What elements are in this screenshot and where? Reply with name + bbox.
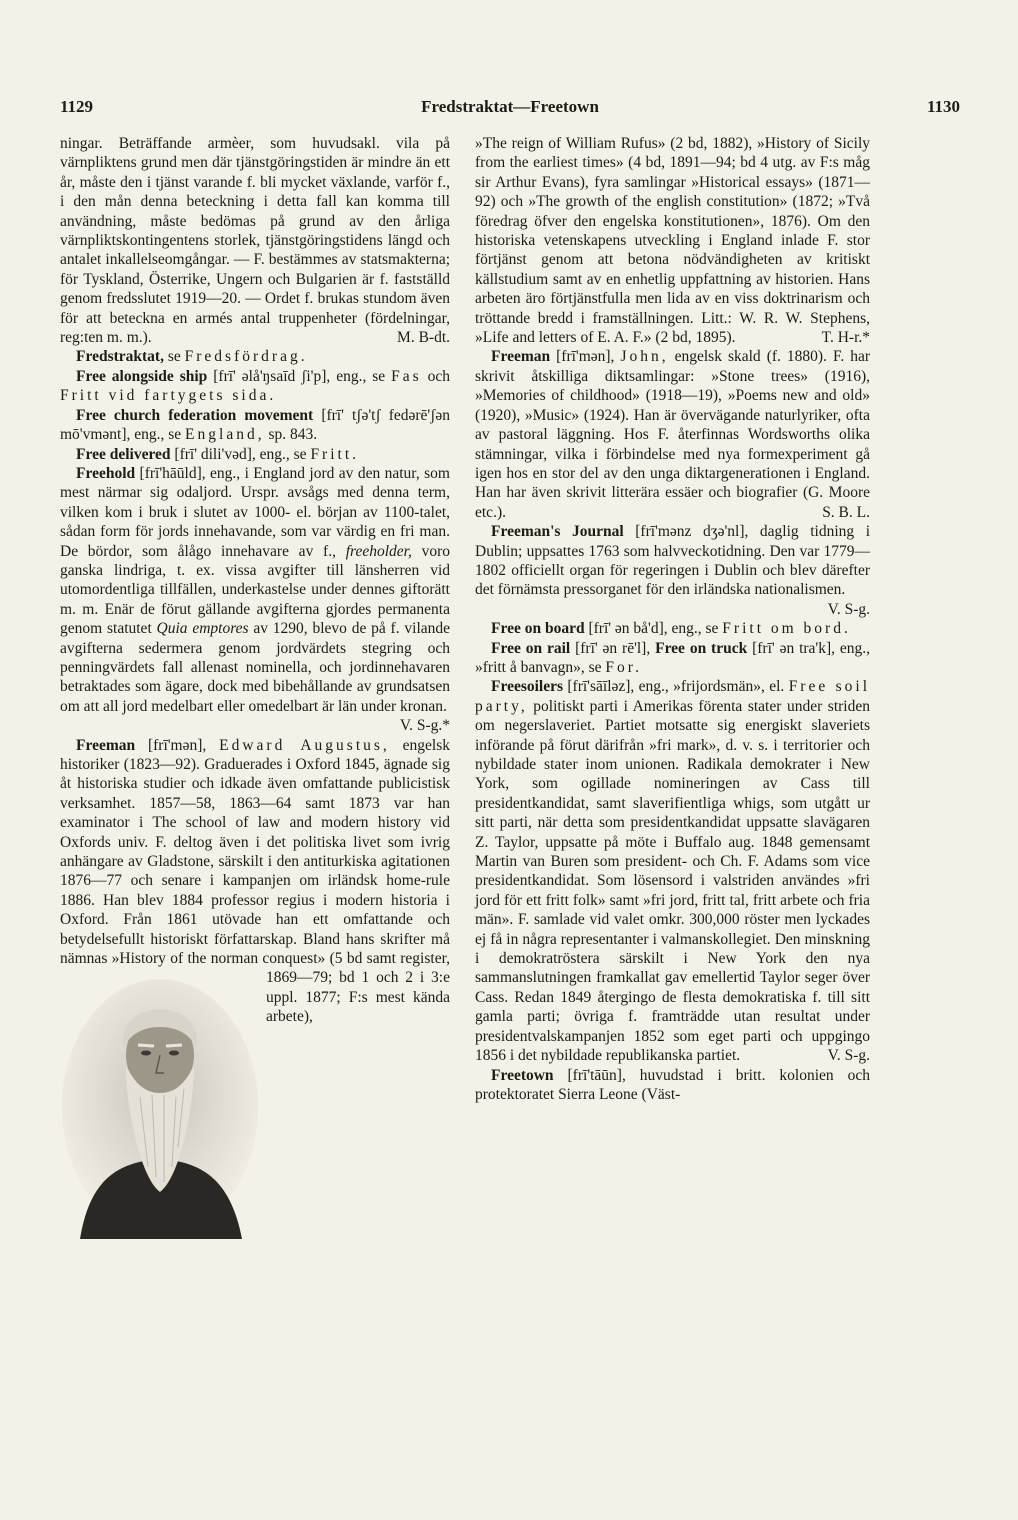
- entry-text: se: [163, 348, 185, 366]
- italic-term: Quia emptores: [156, 620, 249, 638]
- entry-text: [frī'mənz dʒə'nl], daglig tidning i Dublin; uppsattes 1763 som halvveckotidning. Den var 1779—1802 officiellt organ för regeringen i Dublin och blev därefter det förnämsta pressorganet för den irländska nationalismen.: [475, 523, 870, 599]
- entry-text: [frī'mən],: [135, 736, 220, 754]
- entry-freetown: [475, 1066, 870, 1105]
- headword: Freehold: [76, 464, 136, 482]
- spaced-term: Free soil party,: [475, 678, 870, 715]
- entry-text: [frī' ən bå'd], eng., se: [584, 620, 723, 638]
- headword: Fredstraktat,: [76, 348, 164, 366]
- author-signature: M. B-dt.: [397, 329, 450, 347]
- entry-text: [frī'mən],: [550, 348, 621, 366]
- headword: Freesoilers: [491, 678, 564, 696]
- entry-free-delivered: [60, 445, 450, 464]
- cross-reference: Fritt vid fartygets sida.: [60, 387, 277, 405]
- headword: Freeman: [491, 348, 551, 366]
- entry-text: engelsk historiker (1823—92). Graduerades i Oxford 1845, ägnade sig åt historiska studier och idkade även omfattande publicistisk verksamhet. 1857—58, 1863—64 samt 1873 var han examinator i The school of law and modern history vid Oxfords univ. F. deltog även i det politiska livet som ivrig anhängare av Gladstone, särskilt i den antiturkiska agitationen 1876—77 och senare i kampanjen om irländsk home-rule 1886. Han blev 1884 professor regius i modern historia i Oxford. Från 1861 utövade han ett omfattande och betydelsefullt historiskt författarskap. Bland hans skrifter må nämnas »History of the norman conquest» (5 bd samt register, 1869—79; bd 1 och 2 i 3:e uppl. 1877; F:s mest kända arbete),: [60, 736, 450, 1026]
- author-signature: V. S-g.*: [399, 717, 450, 735]
- cross-reference: Fredsfördrag.: [184, 348, 308, 366]
- entry-text: [frī'sāīləz], eng., »frijordsmän», el.: [563, 678, 789, 696]
- headword: Freetown: [491, 1066, 554, 1084]
- cross-reference: For.: [605, 658, 642, 676]
- headword: Free on board: [491, 620, 585, 638]
- entry-text: [frī' dili'vəd], eng., se: [170, 445, 311, 463]
- italic-term: freeholder,: [345, 542, 412, 560]
- portrait-image: [60, 977, 260, 1239]
- entry-text: [frī' tʃə'tʃ fedərē'ʃən mō'vmənt], eng., se: [60, 406, 450, 444]
- page-number-right: 1130: [926, 97, 960, 116]
- entry-free-church-federation: [60, 406, 450, 445]
- author-signature: V. S-g.: [827, 600, 870, 618]
- author-signature: S. B. L.: [822, 503, 870, 521]
- entry-free-alongside-ship: [60, 367, 450, 406]
- entry-fredstraktat: [60, 347, 450, 366]
- entry-free-on-board: [475, 619, 870, 638]
- entry-continuation: [60, 134, 450, 347]
- entry-text: engelsk skald (f. 1880). F. har skrivit åtskilliga diktsamlingar: »Stone trees» (1916), »Memories of childhood» (1918—19), »Poems new and old» (1920), »Music» (1924). Han är övervägande naturlyriker, ofta av pastoral läggning. Hos F. återfinnas Wordsworths olika stämningar, vilka i förbindelse med nya formexperiment gå igen hos en stor del av den unga diktargenerationen i England. Han har även skrivit litterära essäer och biografier (G. Moore etc.).: [475, 348, 870, 521]
- headword: Freeman's Journal: [491, 523, 624, 541]
- entry-freesoilers: [475, 677, 870, 1065]
- entry-continuation: [475, 134, 870, 347]
- entry-text: sp. 843.: [264, 426, 318, 444]
- entry-text: [frī' ən rē'l],: [570, 639, 656, 657]
- headword: Freeman: [76, 736, 136, 754]
- entry-freemans-journal: [475, 522, 870, 618]
- page-header: [60, 97, 960, 121]
- entry-text: politiskt parti i Amerikas förenta stater under striden om negerslaveriet. Partiet motsatte sig energiskt slaveriets införande på förut därifrån »fri mark», d. v. s. i territorier och nybildade stater inom unionen. Radikala demokrater i New York, som ogillade nomineringen av Cass till presidentkandidat, samt slaverifientliga whigs, som utgått ur sitt parti, när detta som presidentkandidat uppsatte slavägaren Z. Taylor, uppsatte på möte i Buffalo aug. 1848 gemensamt Martin van Buren som president- och Ch. F. Adams som vice presidentkandidat. Som lösensord i valstriden användes »fri jord för ett fritt folk» samt »fri jord, fritt tal, fritt arbete och fria män». F. samlade vid valet omkr. 300,000 röster men lyckades ej få in några representanter i valmanskollegiet. Den minskning i demokratröstera särskilt i New York den nya sammanslutningen framkallat gav emellertid Taylor seger över Cass. Redan 1849 återgingo de flesta demokratiska f. till sitt gamla parti; övriga f. framträdde utan resultat under presidentvalskampanjen 1852 som eget parti och uppgingo 1856 i det nybildade republikanska partiet.: [475, 697, 870, 1065]
- entry-freeman-john: [475, 347, 870, 522]
- person-name: John,: [620, 348, 669, 366]
- entry-text: [frī'tāūn], huvudstad i britt. kolonien och protektoratet Sierra Leone (Väst-: [475, 1066, 870, 1103]
- page-number-left: 1129: [60, 97, 94, 116]
- entry-text: [frī'hāūld], eng., i England jord av den natur, som mest närmar sig odaljord. Urspr. avsågs med denna term, vilken kom i bruk i slutet av 1000- el. början av 1100-talet, sådan form för jords innehavande, som var värdig en fri man. De bördor, som ålågo innehavare av f.,: [60, 464, 450, 560]
- cross-reference: Fritt om bord.: [722, 620, 851, 638]
- headword: Free on truck: [655, 639, 748, 657]
- cross-reference: Fritt.: [310, 445, 360, 463]
- cross-reference: England,: [185, 426, 265, 444]
- entry-freehold: [60, 464, 451, 735]
- entry-text: av 1290, blevo de på f. vilande avgifterna sedermera genom jordvärdets stegring och penningvärdets fall allenast nominella, och jordinnehavaren betraktades som ägare, dock med bibehållande av grundsatsen om att all jord medelbart eller omedelbart är län under kronan.: [60, 620, 451, 715]
- headword: Free delivered: [76, 445, 171, 463]
- right-column: [475, 134, 870, 1104]
- entry-text: [frī' əlå'ŋsaīd ʃi'p], eng., se: [207, 367, 392, 385]
- headword: Free church federation movement: [76, 406, 314, 424]
- entry-free-on-rail: [475, 639, 870, 678]
- entry-text: och: [421, 367, 450, 385]
- cross-reference: Fas: [391, 367, 422, 385]
- continuation-text: ningar. Beträffande armèer, som huvudsakl. vila på värnpliktens grund men där tjänstgöringstiden är mindre än ett år, måste den i tjänst varande f. bli mycket växlande, varför f., i den mån denna beteckning i detta fall kan komma till användning, måste bedömas på grund av den årliga värnpliktskontingentens storlek, tjänstgöringstidens längd och antalet inkallelseomgångar. — F. bestämmes av statsmakterna; för Tyskland, Österrike, Ungern och Bulgarien är f. fastställd genom fredsslutet 1919—20. — Ordet f. brukas stundom även för att beteckna en armés antal truppenheter (fördelningar, reg:ten m. m.).: [60, 135, 450, 347]
- headword: Free alongside ship: [76, 367, 208, 385]
- headword: Free on rail: [491, 639, 571, 657]
- portrait-engraving: [60, 977, 260, 1239]
- running-head: Fredstraktat—Freetown: [421, 97, 599, 116]
- continuation-text: »The reign of William Rufus» (2 bd, 1882), »History of Sicily from the earliest times» (4 bd, 1891—94; bd 4 utg. av F:s måg sir Arthur Evans), fyra samlingar »Historical essays» (1871—92) och »The growth of the english constitution» (1872; »Två föredrag öfver den engelska konstitutionen», 1876). Om den historiska vetenskapens utveckling i England inlade F. stor förtjänst genom att betona nödvändigheten av kritiskt källstudium samt av en enhetlig uppfattning av historien. Hans arbeten äro förtjänstfulla men lida av en viss doktrinarism och tröttande bredd i framställningen. Litt.: W. R. W. Stephens, »Life and letters of E. A. F.» (2 bd, 1895).: [475, 135, 870, 347]
- author-signature: V. S-g.: [827, 1047, 870, 1065]
- author-signature: T. H-r.*: [821, 329, 870, 347]
- entry-text: [frī' ən tra'k], eng., »fritt å banvagn», se: [475, 639, 871, 676]
- person-name: Edward Augustus,: [219, 736, 390, 754]
- entry-text: voro ganska lindriga, t. ex. vissa avgifter till länsherren vid utomordentliga tillfällen, underkastelse under dennes giftorätt m. m. Enär de förut gällande avgifterna gjordes permanenta genom statutet: [60, 542, 450, 638]
